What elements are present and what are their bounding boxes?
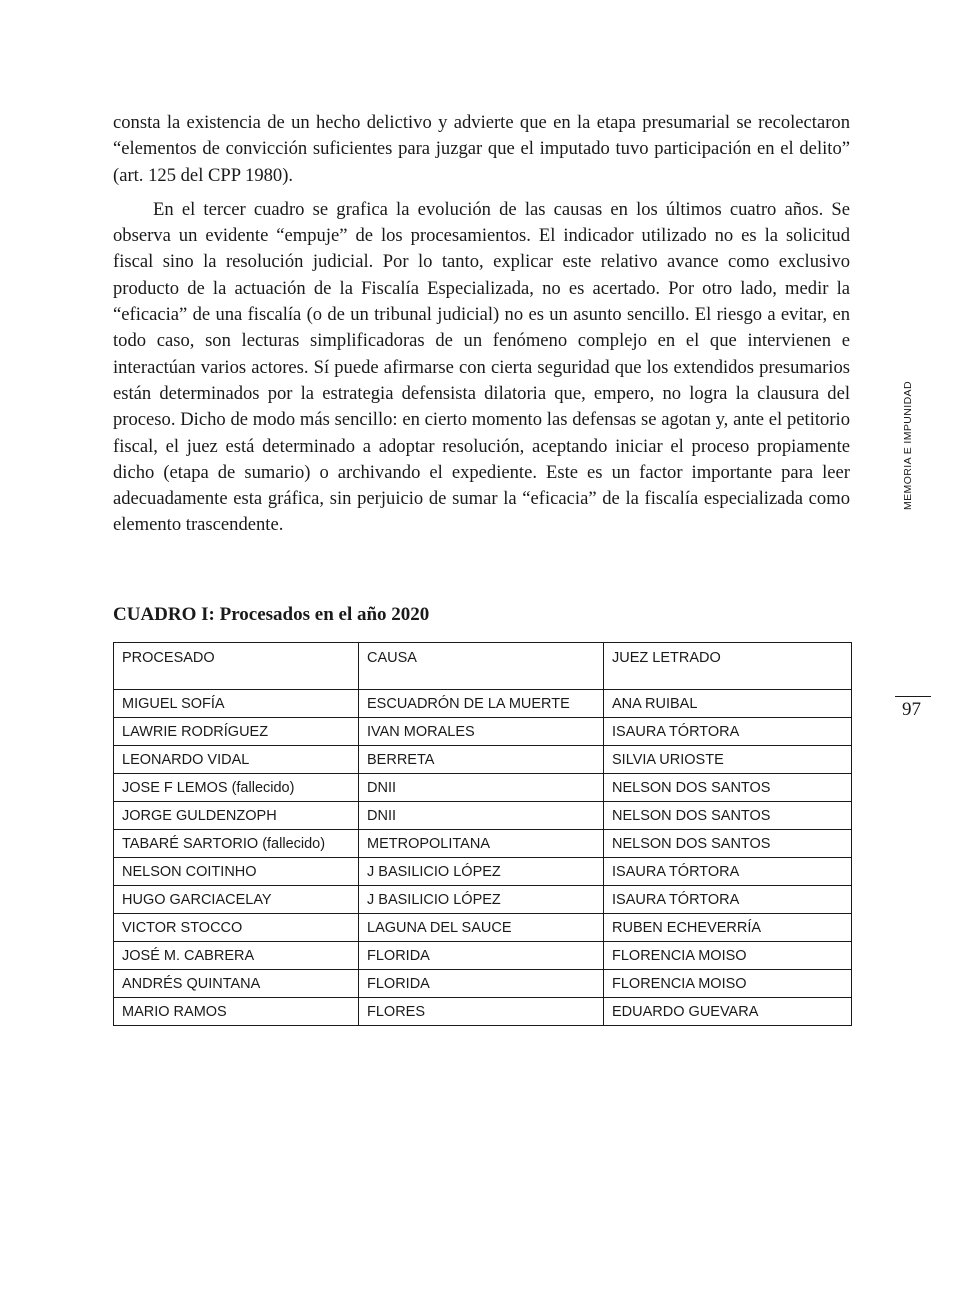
cell-causa: ESCUADRÓN DE LA MUERTE [359,690,604,718]
cell-juez: NELSON DOS SANTOS [604,774,852,802]
cell-causa: DNII [359,774,604,802]
cell-juez: RUBEN ECHEVERRÍA [604,914,852,942]
cell-procesado: JOSÉ M. CABRERA [114,942,359,970]
cell-juez: FLORENCIA MOISO [604,942,852,970]
table-row [114,970,852,998]
cell-juez: ISAURA TÓRTORA [604,858,852,886]
cell-causa: BERRETA [359,746,604,774]
header-juez-letrado: JUEZ LETRADO [604,643,852,690]
cell-causa: IVAN MORALES [359,718,604,746]
cell-causa: J BASILICIO LÓPEZ [359,858,604,886]
cell-causa: METROPOLITANA [359,830,604,858]
running-header: MEMORIA E IMPUNIDAD [902,381,914,510]
cell-procesado: MIGUEL SOFÍA [114,690,359,718]
table-title: CUADRO I: Procesados en el año 2020 [113,604,430,625]
cell-procesado: JOSE F LEMOS (fallecido) [114,774,359,802]
cell-juez: ISAURA TÓRTORA [604,718,852,746]
table-header-row [114,643,852,690]
table-row [114,942,852,970]
cell-juez: NELSON DOS SANTOS [604,802,852,830]
cell-causa: J BASILICIO LÓPEZ [359,886,604,914]
cell-juez: EDUARDO GUEVARA [604,998,852,1026]
body-paragraph-2: En el tercer cuadro se grafica la evolución de las causas en los últimos cuatro años. Se observa un evidente “empuje” de los procesamientos. El indicador utilizado no es la solicitud fiscal sino la resolución judicial. Por lo tanto, explicar este relativo avance como exclusivo producto de la actuación de la Fiscalía Especializada, no es acertado. Por otro lado, medir la “eficacia” de una fiscalía (o de un tribunal judicial) no es un asunto sencillo. El riesgo a evitar, en todo caso, son lecturas simplificadoras de un fenómeno complejo en el que intervienen e interactúan varios actores. Sí puede afirmarse con cierta seguridad que los extendidos presumarios están determinados por la estrategia defensista dilatoria que, empero, no logra la clausura del proceso. Dicho de modo más sencillo: en cierto momento las defensas se agotan y, ante el petitorio fiscal, el juez está determinado a adoptar resolución, aceptando iniciar el proceso propiamente dicho (etapa de sumario) o archivando el expediente. Este es un factor importante para leer adecuadamente esta gráfica, sin perjuicio de sumar la “eficacia” de la fiscalía especializada como elemento trascendente. [113,198,850,536]
cell-procesado: JORGE GULDENZOPH [114,802,359,830]
cell-procesado: ANDRÉS QUINTANA [114,970,359,998]
cell-causa: FLORIDA [359,942,604,970]
cell-procesado: LAWRIE RODRÍGUEZ [114,718,359,746]
cell-causa: FLORIDA [359,970,604,998]
cell-causa: LAGUNA DEL SAUCE [359,914,604,942]
cell-juez: ISAURA TÓRTORA [604,886,852,914]
table-row [114,830,852,858]
table-row [114,914,852,942]
cell-procesado: MARIO RAMOS [114,998,359,1026]
header-procesado: PROCESADO [114,643,359,690]
cell-juez: FLORENCIA MOISO [604,970,852,998]
table-row [114,690,852,718]
cell-procesado: TABARÉ SARTORIO (fallecido) [114,830,359,858]
body-paragraph-1: consta la existencia de un hecho delictivo y advierte que en la etapa presumarial se recolectaron “elementos de convicción suficientes para juzgar que el imputado tuvo participación en el delito” (art. 125 del CPP 1980). [113,112,850,186]
cell-procesado: VICTOR STOCCO [114,914,359,942]
table-row [114,774,852,802]
header-causa: CAUSA [359,643,604,690]
cell-causa: DNII [359,802,604,830]
page-number: 97 [902,699,921,720]
cell-procesado: NELSON COITINHO [114,858,359,886]
cell-juez: NELSON DOS SANTOS [604,830,852,858]
table-row [114,746,852,774]
cell-procesado: HUGO GARCIACELAY [114,886,359,914]
table-row [114,718,852,746]
procesados-table [113,642,852,1026]
cell-procesado: LEONARDO VIDAL [114,746,359,774]
cell-juez: SILVIA URIOSTE [604,746,852,774]
table-row [114,802,852,830]
page-number-rule [895,696,931,697]
table-row [114,998,852,1026]
table-row [114,886,852,914]
cell-juez: ANA RUIBAL [604,690,852,718]
body-text [113,110,850,539]
table-row [114,858,852,886]
cell-causa: FLORES [359,998,604,1026]
